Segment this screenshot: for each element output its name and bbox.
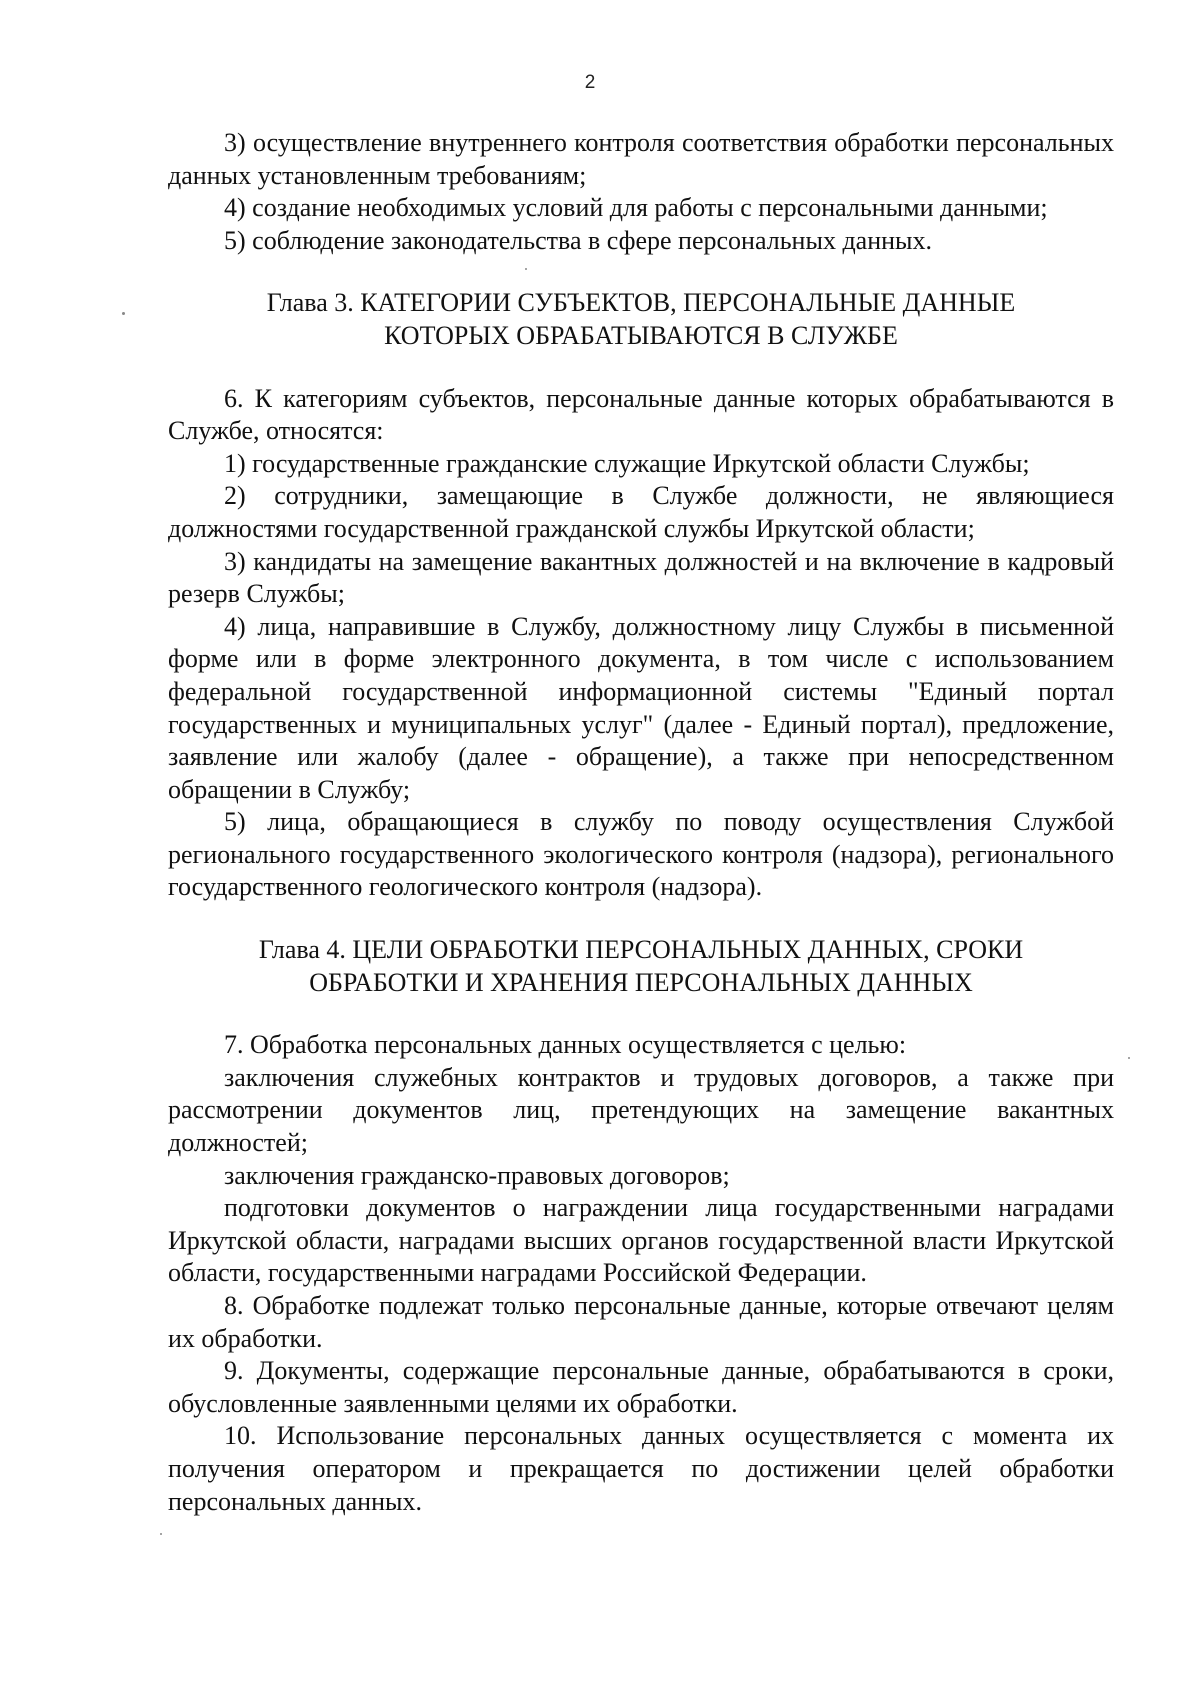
chapter-4-heading-line-1: Глава 4. ЦЕЛИ ОБРАБОТКИ ПЕРСОНАЛЬНЫХ ДАННЫХ, СРОКИ (258, 935, 1024, 965)
clause-6-item-5: 5) лица, обращающиеся в службу по поводу осуществления Службой регионального государственного экологического контроля (надзора), регионального государственного геологического контроля (надзора). (168, 807, 1114, 902)
clause-7-purpose-civil-contracts: заключения гражданско-правовых договоров; (224, 1160, 730, 1190)
clause-6-item-3: 3) кандидаты на замещение вакантных должностей и на включение в кадровый резерв Службы; (168, 546, 1114, 609)
clause-10: 10. Использование персональных данных осуществляется с момента их получения оператором и прекращается по достижении целей обработки персональных данных. (168, 1421, 1114, 1516)
clause-7: 7. Обработка персональных данных осуществляется с целью: (224, 1030, 907, 1060)
scan-speck (122, 312, 125, 315)
clause-6-item-4: 4) лица, направившие в Службу, должностному лицу Службы в письменной форме или в форме электронного документа, в том числе с использованием федеральной государственной информационной системы "Единый портал государственных и муниципальных услуг" (далее - Единый портал), предложение, заявление или жалобу (далее - обращение), а также при непосредственном обращении в Службу; (168, 611, 1114, 804)
document-body (168, 127, 1114, 1518)
clause-7-purpose-contracts: заключения служебных контрактов и трудовых договоров, а также при рассмотрении документов лиц, претендующих на замещение вакантных должностей; (168, 1062, 1114, 1158)
chapter-4-heading (168, 934, 1114, 999)
chapter-4-heading-line-2: ОБРАБОТКИ И ХРАНЕНИЯ ПЕРСОНАЛЬНЫХ ДАННЫХ (309, 967, 973, 997)
clause-7-purpose-awards: подготовки документов о награждении лица государственными наградами Иркутской области, наградами высших органов государственной власти Иркутской области, государственными наградами Российской Федерации. (168, 1193, 1114, 1288)
chapter-3-heading (168, 287, 1114, 352)
clause-8: 8. Обработке подлежат только персональные данные, которые отвечают целям их обработки. (168, 1291, 1114, 1353)
chapter-3-heading-line-2: КОТОРЫХ ОБРАБАТЫВАЮТСЯ В СЛУЖБЕ (384, 320, 898, 350)
clause-6: 6. К категориям субъектов, персональные данные которых обрабатываются в Службе, относятся: (168, 383, 1114, 446)
page-number: 2 (584, 72, 596, 93)
paragraph-item-3: 3) осуществление внутреннего контроля соответствия обработки персональных данных установленным требованиям; (168, 128, 1114, 190)
paragraph-item-5: 5) соблюдение законодательства в сфере персональных данных. (224, 225, 933, 255)
chapter-3-heading-line-1: Глава 3. КАТЕГОРИИ СУБЪЕКТОВ, ПЕРСОНАЛЬНЫЕ ДАННЫЕ (266, 288, 1016, 318)
scan-speck (525, 268, 527, 270)
clause-6-item-1: 1) государственные гражданские служащие Иркутской области Службы; (224, 448, 1030, 478)
paragraph-item-4: 4) создание необходимых условий для работы с персональными данными; (224, 193, 1048, 223)
scan-speck (160, 1533, 162, 1535)
clause-9: 9. Документы, содержащие персональные данные, обрабатываются в сроки, обусловленные заявленными целями их обработки. (168, 1356, 1114, 1418)
scan-speck (1128, 1057, 1130, 1059)
clause-6-item-2: 2) сотрудники, замещающие в Службе должности, не являющиеся должностями государственной гражданской службы Иркутской области; (168, 481, 1114, 543)
